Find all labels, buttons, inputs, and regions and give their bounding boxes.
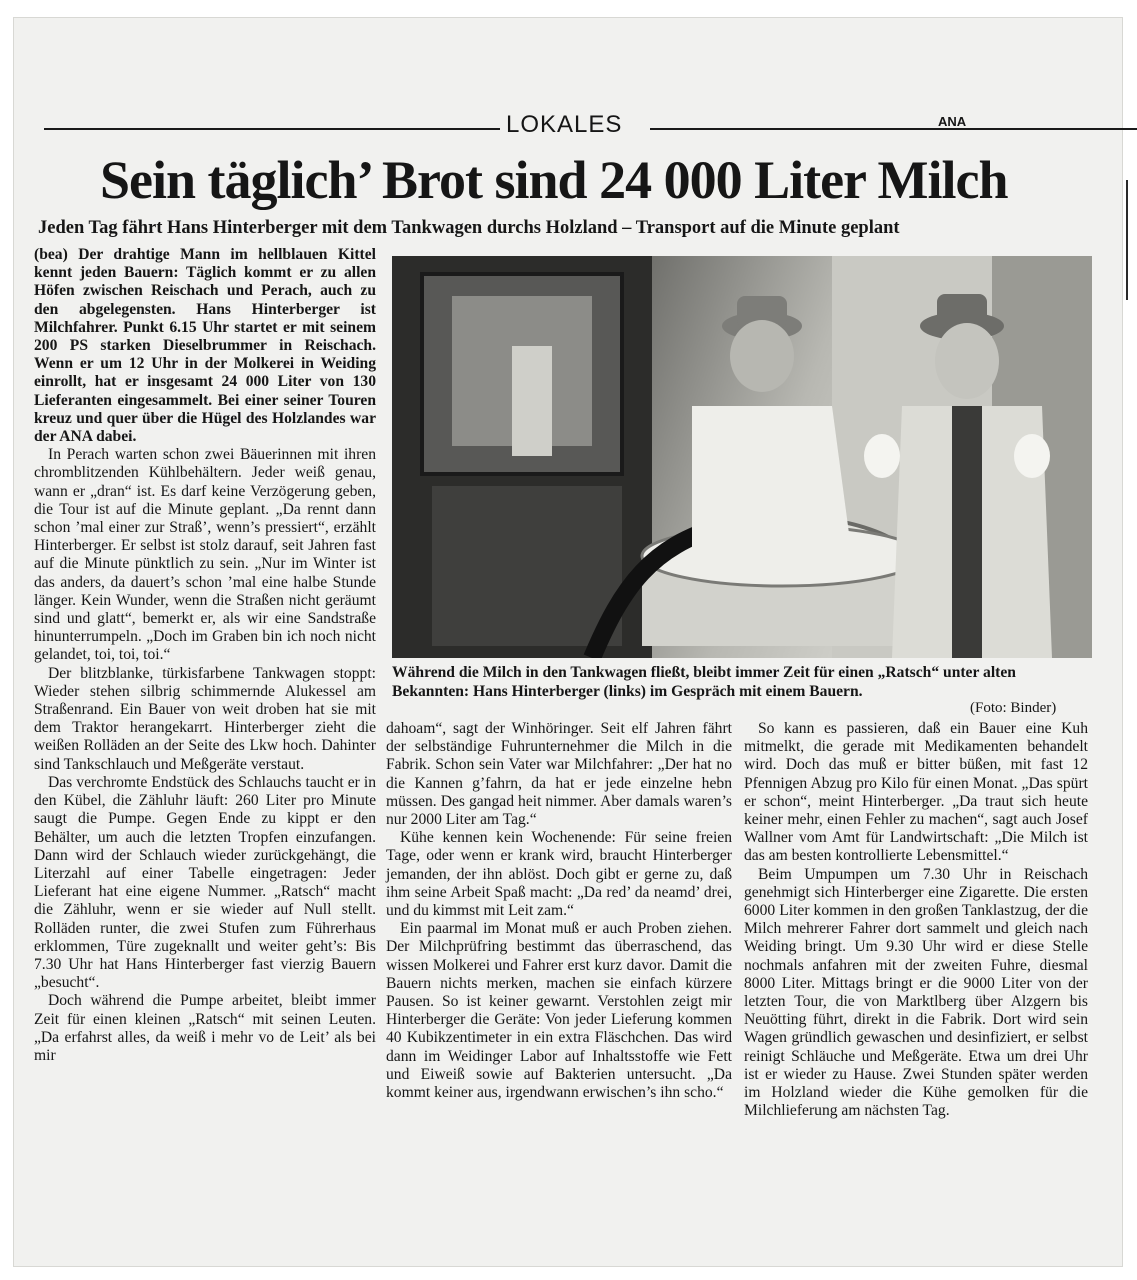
paper-tag: ANA xyxy=(938,114,967,129)
column-edge-rule xyxy=(1126,180,1128,300)
paragraph: dahoam“, sagt der Winhöringer. Seit elf Jahren fährt der selbständige Fuhrunternehmer die Milch in die Fabrik. Schon sein Vater war Milchfahrer: „Der hat no die Kannen g’fahrn, da hat er jede einzelne hebn müssen. Des gangad heit nimmer. Aber damals waren’s nur 2000 Liter am Tag.“ xyxy=(386,720,732,829)
section-rule-left xyxy=(44,128,500,130)
photo-milk-truck xyxy=(392,256,1092,658)
article-column-2 xyxy=(386,720,732,1102)
article-column-3 xyxy=(744,720,1088,1120)
paragraph: Beim Umpumpen um 7.30 Uhr in Reischach genehmigt sich Hinterberger eine Zigarette. Die ersten 6000 Liter kommen in den großen Tanklastzug, der die Milch mehrerer Fahrer dort sammelt und gleich nach Weiding bringt. Um 9.30 Uhr wird er diese Stelle nochmals anfahren mit der zweiten Fuhre, diesmal 8000 Liter. Mittags bringt er die 9000 Liter von der letzten Tour, die von Marktlberg über Alzgern bis Neuötting führt, direkt in die Fabrik. Dort wird sein Wagen gründlich gewaschen und desinfiziert, er selbst reinigt Schläuche und Meßgeräte. Etwa um drei Uhr ist er wieder zu Hause. Zwei Stunden später werden im Holzland wieder die Kühe gemolken für die Milchlieferung am nächsten Tag. xyxy=(744,865,1088,1120)
paragraph: Das verchromte Endstück des Schlauchs taucht er in den Kübel, die Zähluhr läuft: 260 Liter pro Minute saugt die Pumpe. Gegen Ende zu kippt er den Behälter, um auch die letzten Tropfen einzufangen. Dann wird der Schlauch wieder zurückgehängt, die Literzahl auf einer Tabelle eingetragen: Jeder Lieferant hat eine eigene Nummer. „Ratsch“ macht die Zähluhr, wenn er sie wieder auf Null stellt. Rolläden runter, die zwei Stufen zum Führerhaus erklommen, Türe zugeknallt und weiter geht’s: Bis 7.30 Uhr hat Hans Hinterberger fast vierzig Bauern „besucht“. xyxy=(34,773,376,992)
paragraph: So kann es passieren, daß ein Bauer eine Kuh mitmelkt, die gerade mit Medikamenten behandelt wird. Doch das muß er bitter büßen, mit fast 12 Pfennigen Abzug pro Kilo für einen Monat. „Das spürt er schon“, meint Hinterberger. „Da traut sich heute keiner mehr, einen Fehler zu machen“, sagt auch Josef Wallner vom Amt für Landwirtschaft: „Die Milch ist das am besten kontrollierte Lebensmittel.“ xyxy=(744,720,1088,865)
paragraph: Kühe kennen kein Wochenende: Für seine freien Tage, oder wenn er krank wird, braucht Hinterberger jemanden, der ihn ablöst. Doch gibt er gerne zu, daß ihm seine Arbeit Spaß macht: „Da red’ da neamd’ drei, und du kimmst mit Leit zam.“ xyxy=(386,829,732,920)
headline: Sein täglich’ Brot sind 24 000 Liter Milch xyxy=(100,150,1008,210)
article-column-1 xyxy=(34,246,376,1065)
lead-paragraph: (bea) Der drahtige Mann im hellblauen Kittel kennt jeden Bauern: Täglich kommt er zu allen Höfen zwischen Reischach und Perach, auch zu den abgelegensten. Hans Hinterberger ist Milchfahrer. Punkt 6.15 Uhr startet er mit seinem 200 PS starken Dieselbrummer in Reischach. Wenn er um 12 Uhr in der Molkerei in Weiding einrollt, hat er insgesamt 24 000 Liter von 130 Lieferanten eingesammelt. Bei einer seiner Touren kreuz und quer über die Hügel des Holzlandes war der ANA dabei. xyxy=(34,246,376,446)
photo-caption: Während die Milch in den Tankwagen fließt, bleibt immer Zeit für einen „Ratsch“ unter alten Bekannten: Hans Hinterberger (links) im Gespräch mit einem Bauern. xyxy=(392,664,1016,700)
section-label: LOKALES xyxy=(506,111,623,138)
section-rule-right xyxy=(650,128,1137,130)
paragraph: In Perach warten schon zwei Bäuerinnen mit ihren chromblitzenden Kühlbehältern. Jeder weiß genau, wann er „dran“ ist. Es darf keine Verzögerung geben, die Tour ist auf die Minute geplant. „Da rennt dann schon ’mal einer zur Straß’, wenn’s pressiert“, erzählt Hinterberger. Er selbst ist stolz darauf, seit Jahren fast auf die Minute pünktlich zu sein. „Nur im Winter ist das anders, da dauert’s schon ’mal eine halbe Stunde länger. Kein Wunder, wenn die Straßen nicht geräumt sind und glatt“, bemerkt er, als wir eine Sandstraße hinunterrumpeln. „Doch im Graben bin ich noch nicht gelandet, toi, toi, toi.“ xyxy=(34,446,376,664)
paragraph: Ein paarmal im Monat muß er auch Proben ziehen. Der Milchprüfring bestimmt das überraschend, das wissen Molkerei und Fahrer erst kurz davor. Damit die Bauern nichts merken, machen sie einfach kürzere Pausen. So ist keiner gewarnt. Verstohlen zeigt mir Hinterberger die Geräte: Von jeder Lieferung kommen 40 Kubikzentimeter in ein extra Fläschchen. Das wird dann im Weidinger Labor auf Inhaltsstoffe wie Fett und Eiweiß sowie auf Bakterien untersucht. „Da kommt keiner aus, irgendwann erwischen’s ihn scho.“ xyxy=(386,920,732,1102)
paragraph: Doch während die Pumpe arbeitet, bleibt immer Zeit für einen kleinen „Ratsch“ mit seinen Leuten. „Da erfahrst alles, da weiß i mehr vo de Leit’ als bei mir xyxy=(34,992,376,1064)
subheadline: Jeden Tag fährt Hans Hinterberger mit dem Tankwagen durchs Holzland – Transport auf die Minute geplant xyxy=(38,218,900,238)
paragraph: Der blitzblanke, türkisfarbene Tankwagen stoppt: Wieder stehen silbrig schimmernde Alukessel am Straßenrand. Ein Bauer von weit droben hat sie mit dem Traktor herangekarrt. Hinterberger zieht die weißen Rolläden an der Seite des Lkw hoch. Dahinter sind Tankschlauch und Meßgeräte verstaut. xyxy=(34,664,376,773)
photo-credit: (Foto: Binder) xyxy=(970,700,1057,716)
photo-illustration xyxy=(392,256,1092,658)
